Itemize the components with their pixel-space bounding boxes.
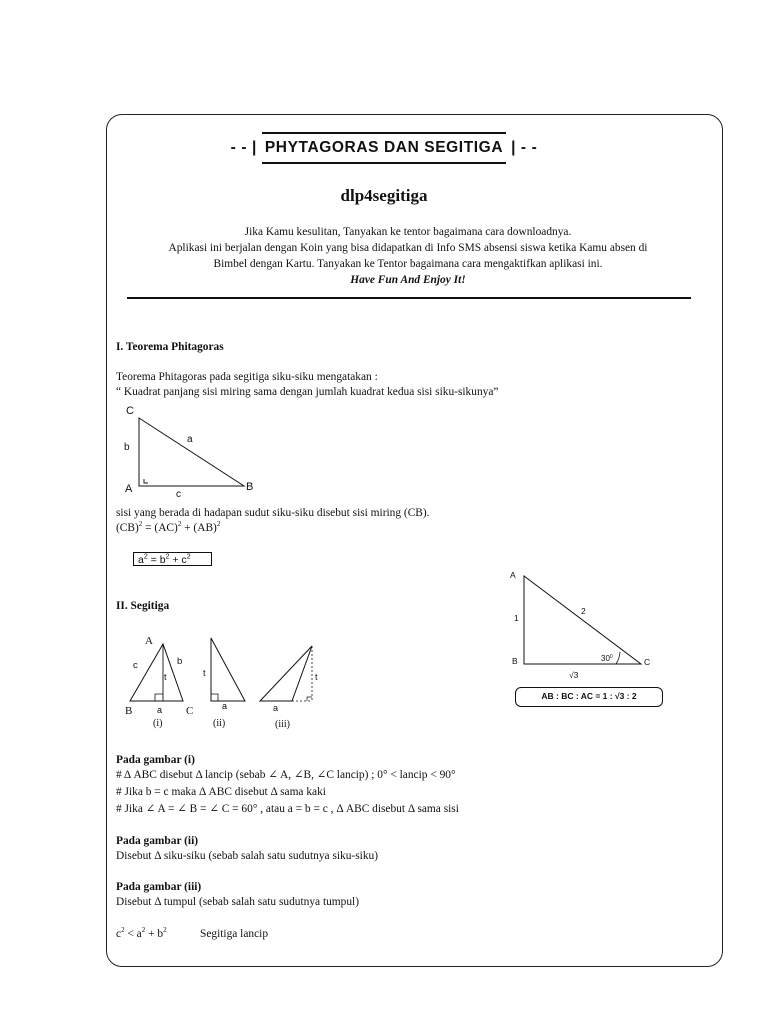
acute-condition-label: Segitiga lancip [200,928,269,940]
special-angle-value: 30 [601,654,610,663]
fig-ii-caption: (ii) [213,718,226,729]
title-main: PHYTAGORAS DAN SEGITIGA [262,132,506,164]
fig-i-vertex-c: C [186,705,194,717]
last-b: + b [145,928,164,940]
fig-i-side-c: c [133,660,138,671]
formula-exp-3: 2 [186,553,191,561]
fig-i-vertex-a: A [145,635,153,647]
eq-exp-1: 2 [138,520,143,529]
last-c: c [116,928,122,940]
header-divider [127,297,691,299]
fig-iii-height-t: t [315,672,318,682]
special-side-ac: 2 [581,606,586,616]
eq-exp-3: 2 [216,520,221,529]
special-vertex-b: B [512,656,518,666]
vertex-b-label: B [246,481,254,493]
formula-a: a [138,554,144,566]
vertex-c-label: C [126,405,134,417]
intro-line-2: Aplikasi ini berjalan dengan Koin yang bisa didapatkan di Info SMS absensi siswa ketika Kamu absen di [168,242,648,254]
title-left-marker: - - | [230,139,257,156]
gambar-iii-heading: Pada gambar (iii) [116,881,202,893]
ratio-box: AB : BC : AC = 1 : √3 : 2 [515,687,663,707]
special-angle: $30^0$ [601,654,613,663]
last-exp-2: 2 [141,926,146,935]
eq-ab: + (AB) [181,522,217,534]
fig-iii-side-a: a [273,703,279,713]
fig-ii-height-t: t [203,668,206,678]
section1-line-2: “ Kuadrat panjang sisi miring sama dengan jumlah kuadrat kedua sisi siku-sikunya” [116,386,499,398]
triangle-abc-diagram [120,402,280,500]
special-right-triangle-diagram [508,568,668,678]
pythagoras-formula-box [133,552,212,566]
last-a: < a [124,928,142,940]
formula-exp-1: 2 [143,553,148,561]
acute-condition-formula [116,927,167,942]
fig-i-side-a: a [157,705,163,715]
gambar-i-item-2: # Jika b = c maka Δ ABC disebut Δ sama kaki [116,786,326,798]
special-vertex-c: C [644,657,651,667]
intro-tagline: Have Fun And Enjoy It! [350,274,466,286]
fig-i-vertex-b: B [125,705,133,717]
gambar-i-item-3: # Jika ∠ A = ∠ B = ∠ C = 60° , atau a = b = c , Δ ABC disebut Δ sama sisi [116,803,459,815]
pythagoras-equation [116,521,220,536]
fig-i-side-b: b [177,656,183,667]
formula-exp-2: 2 [165,553,170,561]
section1-line-1: Teorema Phitagoras pada segitiga siku-siku mengatakan : [116,371,378,383]
section1-line-3: sisi yang berada di hadapan sudut siku-siku disebut sisi miring (CB). [116,507,430,519]
formula-b: = b [147,554,166,566]
side-b-label: b [124,442,130,453]
eq-exp-2: 2 [177,520,182,529]
fig-i-height-t: t [164,672,167,682]
triangle-types-diagram [116,632,336,732]
gambar-iii-text: Disebut Δ tumpul (sebab salah satu sudutnya tumpul) [116,896,360,908]
document-subtitle: dlp4segitiga [340,186,428,205]
intro-block [128,224,688,288]
last-exp-1: 2 [121,926,125,935]
document-title [0,132,768,164]
vertex-a-label: A [125,483,133,495]
gambar-ii-text: Disebut Δ siku-siku (sebab salah satu sudutnya siku-siku) [116,850,379,862]
gambar-ii-heading: Pada gambar (ii) [116,835,199,847]
last-exp-3: 2 [163,926,167,935]
intro-line-1: Jika Kamu kesulitan, Tanyakan ke tentor bagaimana cara downloadnya. [244,226,572,238]
eq-cb: (CB) [116,522,139,534]
fig-i-caption: (i) [153,718,163,729]
side-c-label: c [176,489,181,500]
gambar-i-item-1: # Δ ABC disebut Δ lancip (sebab ∠ A, ∠B, ∠C lancip) ; 0° < lancip < 90° [116,769,456,781]
special-vertex-a: A [510,570,516,580]
special-side-ab: 1 [514,613,519,623]
section2-heading: II. Segitiga [116,600,170,612]
special-side-bc: √3 [569,670,579,680]
fig-ii-side-a: a [222,701,228,711]
intro-line-3: Bimbel dengan Kartu. Tanyakan ke Tentor bagaimana cara mengaktifkan aplikasi ini. [213,258,603,270]
gambar-i-heading: Pada gambar (i) [116,754,195,766]
formula-c: + c [169,554,187,566]
section1-heading: I. Teorema Phitagoras [116,341,224,353]
eq-ac: = (AC) [142,522,178,534]
title-right-marker: | - - [511,139,538,156]
side-a-label: a [187,434,193,445]
fig-iii-caption: (iii) [275,719,290,730]
